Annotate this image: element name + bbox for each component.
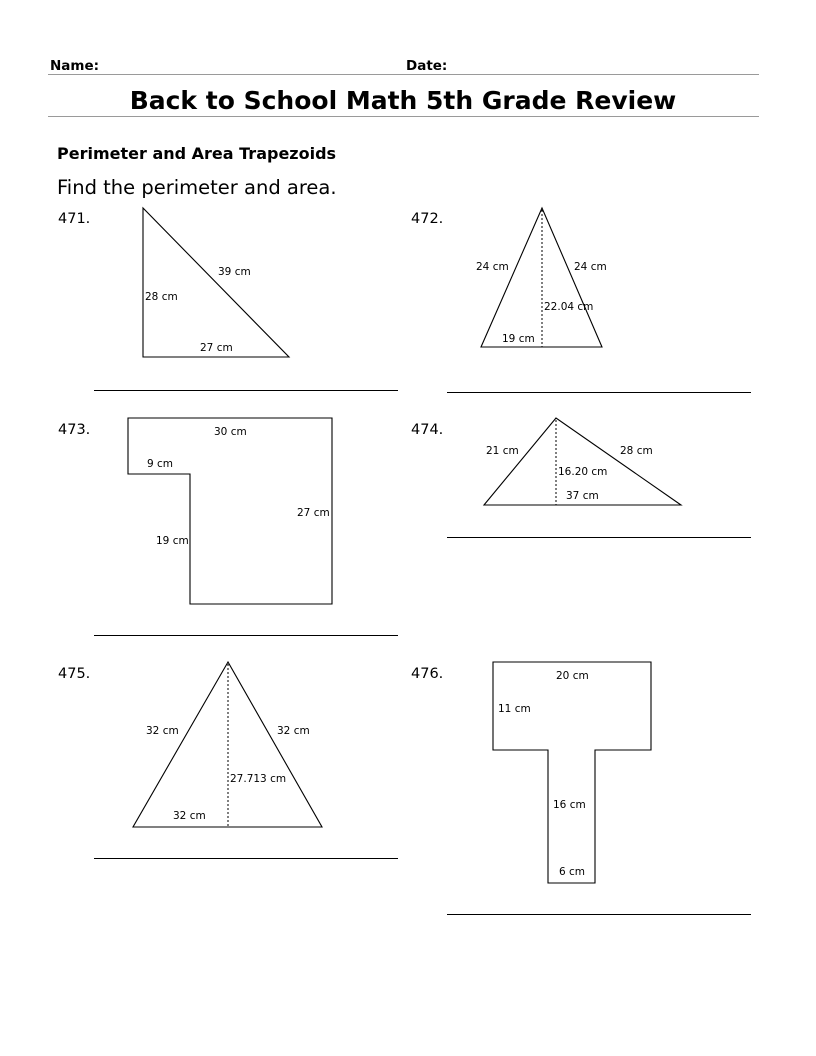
figure-476-t-shape	[493, 662, 651, 883]
figure-472-triangle	[476, 208, 607, 347]
problem-number-475: 475.	[58, 666, 91, 682]
page-title: Back to School Math 5th Grade Review	[129, 86, 677, 115]
figure-472-height-label: 22.04 cm	[544, 301, 594, 313]
figure-475-height-label: 27.713 cm	[230, 773, 287, 785]
date-label: Date:	[406, 58, 448, 74]
figure-471-hyp-label: 39 cm	[218, 266, 251, 278]
figure-471-shape	[143, 208, 289, 357]
figure-475-left-label: 32 cm	[146, 725, 179, 737]
problem-number-474: 474.	[411, 422, 444, 438]
figure-475-base-label: 32 cm	[173, 810, 206, 822]
figure-476-stem-label: 16 cm	[553, 799, 586, 811]
section-title: Perimeter and Area Trapezoids	[57, 144, 337, 163]
figure-474-triangle	[484, 418, 681, 505]
figure-476-top-label: 20 cm	[556, 670, 589, 682]
figure-474-height-label: 16.20 cm	[558, 466, 608, 478]
figure-473-l-shape	[128, 418, 332, 604]
name-label: Name:	[50, 58, 100, 74]
figure-474-left-label: 21 cm	[486, 445, 519, 457]
figure-476-shape	[493, 662, 651, 883]
problem-number-472: 472.	[411, 211, 444, 227]
figure-475-right-label: 32 cm	[277, 725, 310, 737]
figure-474-right-label: 28 cm	[620, 445, 653, 457]
problem-number-476: 476.	[411, 666, 444, 682]
figure-476-side-label: 11 cm	[498, 703, 531, 715]
figure-475-triangle	[133, 662, 322, 827]
figure-472-right-label: 24 cm	[574, 261, 607, 273]
problem-number-471: 471.	[58, 211, 91, 227]
instructions: Find the perimeter and area.	[57, 176, 337, 199]
figure-472-base-label: 19 cm	[502, 333, 535, 345]
figure-471-base-label: 27 cm	[200, 342, 233, 354]
figure-472-left-label: 24 cm	[476, 261, 509, 273]
figure-473-left-label: 19 cm	[156, 535, 189, 547]
figure-476-bottom-label: 6 cm	[559, 866, 586, 878]
figure-471-side-label: 28 cm	[145, 291, 178, 303]
figure-473-step-label: 9 cm	[147, 458, 174, 470]
problem-number-473: 473.	[58, 422, 91, 438]
figure-473-top-label: 30 cm	[214, 426, 247, 438]
figure-473-right-label: 27 cm	[297, 507, 330, 519]
figure-474-base-label: 37 cm	[566, 490, 599, 502]
figure-471-right-triangle	[143, 208, 289, 357]
